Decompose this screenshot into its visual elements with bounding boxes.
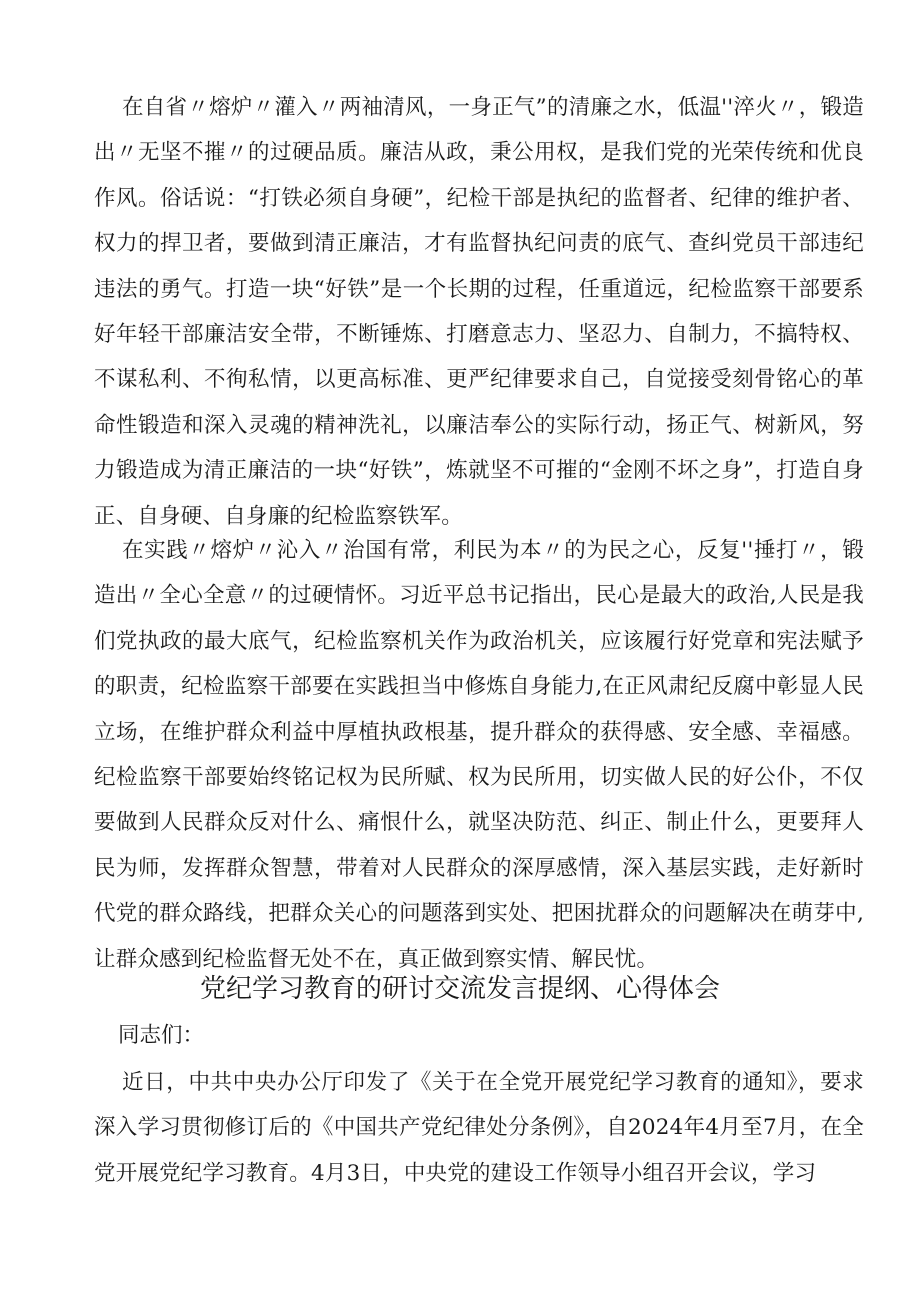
paragraph-practice: 在实践〃熔炉〃沁入〃治国有常，利民为本〃的为民之心，反复''捶打〃，锻造出〃全心全意〃的过硬情怀。习近平总书记指出，民心是最大的政治,人民是我们党执政的最大底气，纪检监察机关作为政治机关，应该履行好党章和宪法赋予的职责，纪检监察干部要在实践担当中修炼自身能力,在正风肃纪反腐中彰显人民立场，在维护群众利益中厚植执政根基，提升群众的获得感、安全感、幸福感。纪检监察干部要始终铭记权为民所赋、权为民所用，切实做人民的好公仆，不仅要做到人民群众反对什么、痛恨什么，就坚决防范、纠正、制止什么，更要拜人民为师，发挥群众智慧，带着对人民群众的深厚感情，深入基层实践，走好新时代党的群众路线，把群众关心的问题落到实处、把困扰群众的问题解决在萌芽中,让群众感到纪检监督无处不在，真正做到察实情、解民忧。 [94, 538, 864, 972]
salutation: 同志们： [118, 1023, 205, 1048]
section-heading: 党纪学习教育的研讨交流发言提纲、心得体会 [199, 974, 720, 1004]
paragraph-notice: 近日，中共中央办公厅印发了《关于在全党开展党纪学习教育的通知》，要求深入学习贯彻修订后的《中国共产党纪律处分条例》，自2024年4月至7月，在全党开展党纪学习教育。4月3日，中央党的建设工作领导小组召开会议，学习 [94, 1070, 864, 1186]
paragraph-self-reflection: 在自省〃熔炉〃灌入〃两袖清风，一身正气”的清廉之水，低温''淬火〃，锻造出〃无坚不摧〃的过硬品质。廉洁从政，秉公用权，是我们党的光荣传统和优良作风。俗话说：“打铁必须自身硬”，纪检干部是执纪的监督者、纪律的维护者、权力的捍卫者，要做到清正廉洁，才有监督执纪问责的底气、查纠党员干部违纪违法的勇气。打造一块“好铁”是一个长期的过程，任重道远，纪检监察干部要系好年轻干部廉洁安全带，不断锤炼、打磨意志力、坚忍力、自制力，不搞特权、不谋私利、不徇私情，以更高标准、更严纪律要求自己，自觉接受刻骨铭心的革命性锻造和深入灵魂的精神洗礼，以廉洁奉公的实际行动，扬正气、树新风，努力锻造成为清正廉洁的一块“好铁”，炼就坚不可摧的“金刚不坏之身”，打造自身正、自身硬、自身廉的纪检监察铁军。 [94, 95, 864, 529]
